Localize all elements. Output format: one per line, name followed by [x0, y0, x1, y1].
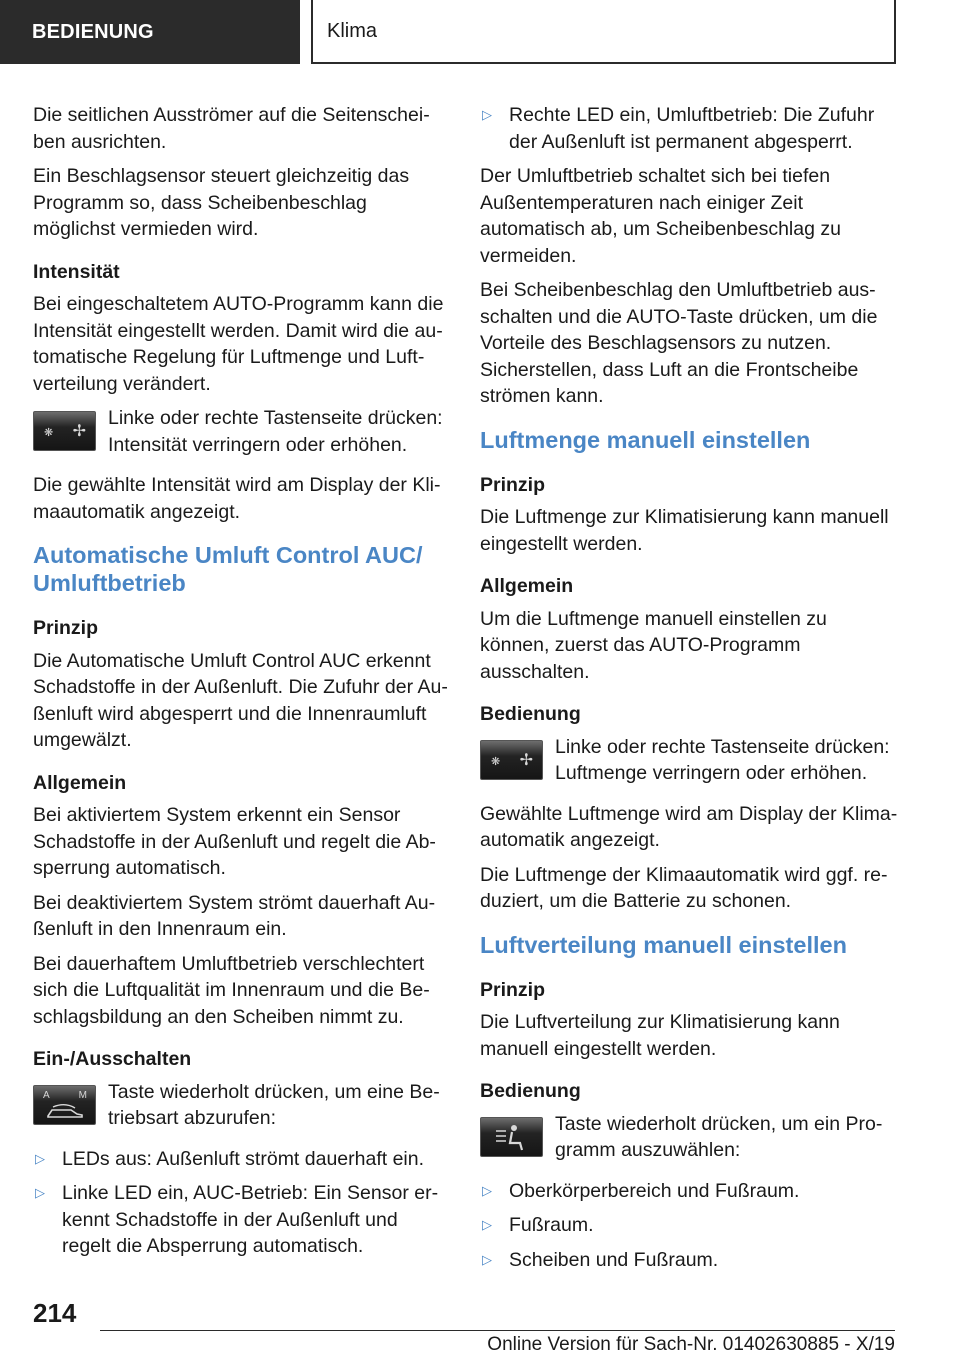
bullet-list [480, 102, 898, 155]
page-number: 214 [33, 1298, 77, 1328]
subheading-prinzip: Prinzip [480, 978, 546, 1001]
paragraph: Der Umluftbetrieb schaltet sich bei tiefen Außentemperaturen nach einiger Zeit automatisch ab, um Scheibenbeschlag zu vermeiden. [480, 165, 841, 267]
paragraph: Um die Luftmenge manuell einstellen zu können, zuerst das AUTO-Programm ausschalten. [480, 607, 827, 683]
instruction-row [480, 1111, 898, 1164]
chapter-title: Klima [327, 19, 378, 42]
instruction-text: Linke oder rechte Tastenseite drücken: Intensität verringern oder erhöhen. [108, 407, 443, 456]
subheading-allgemein: Allgemein [480, 575, 574, 597]
paragraph: Gewählte Luftmenge wird am Display der Klimaautomatik angezeigt. [480, 802, 898, 851]
instruction-row [480, 734, 898, 787]
paragraph: Bei dauerhaftem Umluftbetrieb verschlechtert sich die Luftqualität im Innenraum und die Beschlagsbildung an den Scheiben nimmt zu. [33, 952, 430, 1028]
heading-luftverteilung: Luftverteilung manuell einstellen [480, 931, 847, 958]
subheading-einaus: Ein-/Ausschalten [33, 1048, 192, 1070]
subheading-bedienung: Bedienung [480, 703, 581, 725]
heading-luftmenge: Luftmenge manuell einstellen [480, 426, 811, 453]
paragraph: Die Luftverteilung zur Klimatisierung kann manuell eingestellt werden. [480, 1011, 840, 1060]
footer-divider [100, 1330, 895, 1331]
instruction-text: Taste wiederholt drücken, um ein Programm auszuwählen: [555, 1112, 883, 1161]
triangle-right-icon: ▷ [482, 1217, 492, 1232]
list-item: ▷ Scheiben und Fußraum. [480, 1247, 898, 1274]
triangle-right-icon: ▷ [35, 1185, 45, 1200]
subheading-prinzip: Prinzip [33, 617, 99, 639]
manual-label: M [78, 1089, 87, 1101]
paragraph: Bei aktiviertem System erkennt ein Sensor Schadstoffe in der Außenluft und regelt die Absperrung automatisch. [33, 804, 436, 879]
car-recirculation-icon [45, 1104, 85, 1120]
list-item: ▷ Oberkörperbereich und Fußraum. [480, 1178, 898, 1205]
subheading-bedienung: Bedienung [480, 1080, 581, 1102]
list-item: ▷ LEDs aus: Außenluft strömt dauerhaft ein. [33, 1146, 451, 1173]
subheading-prinzip: Prinzip [480, 473, 546, 496]
right-column [480, 102, 898, 1281]
paragraph: Bei eingeschaltetem AUTO-Programm kann die Intensität eingestellt werden. Damit wird die automatische Regelung für Luftmenge und Luftverteilung verändert. [33, 293, 444, 395]
air-distribution-button-icon [480, 1117, 543, 1157]
recirculation-button-icon [33, 1085, 96, 1125]
paragraph: Bei Scheibenbeschlag den Umluftbetrieb ausschalten und die AUTO-Taste drücken, um die Vorteile des Beschlagsensors zu nutzen. Sicherstellen, dass Luft an die Frontscheibe strömen kann. [480, 279, 878, 407]
paragraph: Bei deaktiviertem System strömt dauerhaft Außenluft in den Innenraum ein. [33, 891, 436, 940]
section-header [0, 0, 300, 64]
bullet-list [480, 1178, 898, 1274]
left-column [33, 102, 451, 1268]
triangle-right-icon: ▷ [35, 1150, 45, 1166]
section-title: BEDIENUNG [32, 20, 154, 43]
subheading-allgemein: Allgemein [33, 771, 127, 794]
instruction-text: Taste wiederholt drücken, um eine Betriebsart abzurufen: [108, 1080, 440, 1129]
fan-button-icon: ❋ ✢ [480, 740, 543, 780]
paragraph: Die gewählte Intensität wird am Display der Klimaautomatik angezeigt. [33, 474, 441, 523]
subheading-intensitaet: Intensität [33, 260, 120, 283]
paragraph: Ein Beschlagsensor steuert gleichzeitig das Programm so, dass Scheibenbeschlag möglichst vermieden wird. [33, 165, 410, 240]
paragraph: Die Automatische Umluft Control AUC erkennt Schadstoffe in der Außenluft. Die Zufuhr der Außenluft wird abgesperrt und die Innenraumluft umgewälzt. [33, 649, 448, 751]
chapter-header [311, 0, 896, 64]
fan-button-icon: ❋ ✢ [33, 411, 96, 451]
bullet-list [33, 1146, 451, 1260]
triangle-right-icon: ▷ [482, 1182, 492, 1198]
list-item: ▷ Rechte LED ein, Umluftbetrieb: Die Zufuhr der Außenluft ist permanent abgesperrt. [482, 104, 875, 153]
list-item: ▷ Fußraum. [480, 1212, 898, 1239]
footer-text: Online Version für Sach-Nr. 01402630885 - X/19 [487, 1334, 895, 1355]
triangle-right-icon: ▷ [482, 1251, 492, 1267]
instruction-text: Linke oder rechte Tastenseite drücken: Luftmenge verringern oder erhöhen. [555, 735, 890, 784]
seat-airflow-icon [492, 1123, 532, 1153]
paragraph: Die Luftmenge der Klimaautomatik wird ggf. reduziert, um die Batterie zu schonen. [480, 863, 888, 912]
paragraph: Die Luftmenge zur Klimatisierung kann manuell eingestellt werden. [480, 506, 889, 555]
instruction-row [33, 405, 451, 458]
auto-label: A [43, 1089, 50, 1101]
instruction-row [33, 1079, 451, 1132]
heading-auc: Automatische Umluft Control AUC/ Umluftbetrieb [33, 542, 423, 596]
paragraph: Die seitlichen Ausströmer auf die Seitenscheiben ausrichten. [33, 104, 430, 153]
list-item: ▷ Linke LED ein, AUC-Betrieb: Ein Sensor erkennt Schadstoffe in der Außenluft und regelt die Absperrung automatisch. [35, 1182, 439, 1257]
triangle-right-icon: ▷ [482, 107, 492, 122]
